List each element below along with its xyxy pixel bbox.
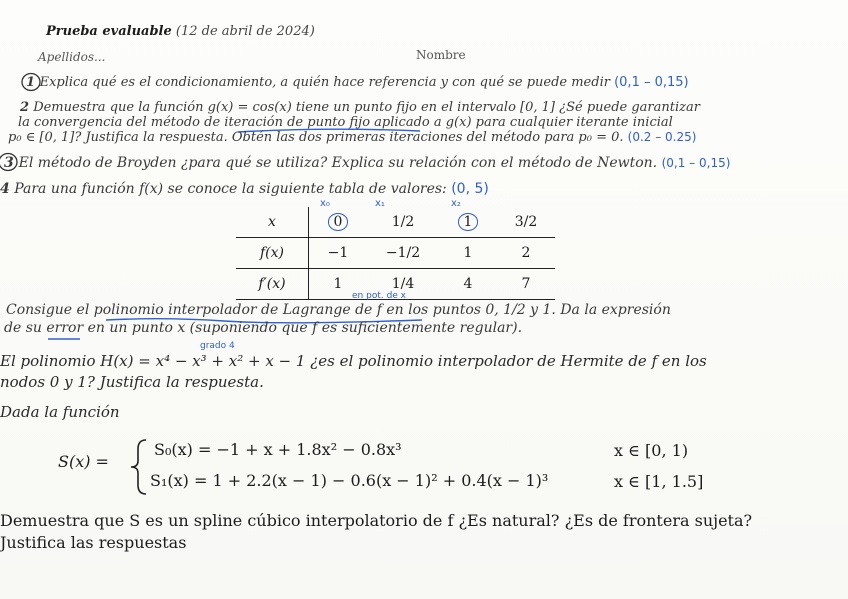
- table-header-cell: 3/2: [497, 207, 555, 238]
- question-4: [0, 181, 489, 197]
- part-c-intro: Dada la función: [0, 403, 120, 421]
- hand-circle-icon: [0, 152, 20, 174]
- table-cell: 1/4: [367, 269, 439, 300]
- part-a-line-2: de su error en un punto x (suponiendo que f es suficientemente regular).: [4, 320, 523, 336]
- spline-domain-0: x ∈ [0, 1): [614, 441, 689, 460]
- exam-title: Prueba evaluable: [46, 24, 172, 39]
- underline-mark: [46, 335, 82, 343]
- spline-piece-0: S₀(x) = −1 + x + 1.8x² − 0.8x³: [154, 440, 402, 459]
- table-cell: f′(x): [236, 269, 309, 300]
- question-2-line-2: la convergencia del método de iteración de punto fijo aplicado a g(x) para cualquier iterante inicial: [18, 115, 673, 130]
- surname-label: Apellidos...: [38, 50, 106, 64]
- question-2-text-1: Demuestra que la función g(x) = cos(x) tiene un punto fijo en el intervalo [0, 1] ¿Sé puede garantizar: [33, 100, 700, 115]
- question-4-text: Para una función f(x) se conoce la siguiente tabla de valores:: [14, 181, 447, 197]
- question-2-number: 2: [20, 100, 30, 115]
- question-2-line-1: [20, 100, 700, 115]
- brace-icon: [128, 437, 150, 497]
- values-table: [236, 207, 555, 300]
- table-cell: 2: [497, 238, 555, 269]
- question-2-text-3: p₀ ∈ [0, 1]? Justifica la respuesta. Obtén las dos primeras iteraciones del método para p₀ = 0.: [8, 130, 624, 145]
- spline-domain-1: x ∈ [1, 1.5]: [614, 472, 704, 491]
- grade-note: grado 4: [200, 341, 235, 351]
- question-1-note: (0,1 – 0,15): [614, 75, 689, 90]
- question-2-note: (0.2 – 0.25): [627, 130, 697, 144]
- hand-circle-icon: [21, 72, 43, 94]
- question-4-note: (0, 5): [451, 181, 489, 197]
- table-cell: −1/2: [367, 238, 439, 269]
- table-cell: −1: [309, 238, 368, 269]
- table-cell: 7: [497, 269, 555, 300]
- table-cell: 1: [309, 269, 368, 300]
- col-mark-2: x₂: [451, 198, 461, 209]
- table-cell: 4: [439, 269, 497, 300]
- name-label: Nombre: [416, 48, 466, 62]
- table-header-row: [236, 207, 555, 238]
- table-header-cell: x: [236, 207, 309, 238]
- question-2-line-3: [8, 130, 696, 145]
- part-c-line-2: Justifica las respuestas: [0, 533, 187, 552]
- question-1: [26, 75, 689, 90]
- exam-header: [46, 24, 315, 39]
- spline-piece-1: S₁(x) = 1 + 2.2(x − 1) − 0.6(x − 1)² + 0.4(x − 1)³: [150, 471, 549, 490]
- part-b-line-2: nodos 0 y 1? Justifica la respuesta.: [0, 373, 264, 391]
- question-3-number: 3: [4, 155, 19, 171]
- col-mark-0: x₀: [320, 198, 330, 209]
- exam-date: (12 de abril de 2024): [175, 24, 315, 39]
- part-b-line-1: El polinomio H(x) = x⁴ − x³ + x² + x − 1 ¿es el polinomio interpolador de Hermite de f en los: [0, 352, 707, 370]
- question-4-number: 4: [0, 181, 10, 197]
- col-mark-1: x₁: [375, 198, 385, 209]
- question-3-note: (0,1 – 0,15): [661, 156, 731, 170]
- table-cell: f(x): [236, 238, 309, 269]
- question-1-text: Explica qué es el condicionamiento, a quién hace referencia y con qué se puede medir: [39, 75, 610, 90]
- under-note: en pot. de x: [352, 291, 407, 301]
- part-c-line-1: Demuestra que S es un spline cúbico interpolatorio de f ¿Es natural? ¿Es de frontera sujeta?: [0, 511, 753, 530]
- question-3-text: El método de Broyden ¿para qué se utiliza? Explica su relación con el método de Newton.: [18, 155, 658, 171]
- part-a-line-1: Consigue el polinomio interpolador de Lagrange de f en los puntos 0, 1/2 y 1. Da la expresión: [6, 302, 671, 318]
- table-header-cell: 0: [309, 207, 368, 238]
- table-header-cell: 1/2: [367, 207, 439, 238]
- table-header-cell: 1: [439, 207, 497, 238]
- spline-lhs: S(x) =: [58, 452, 109, 471]
- question-1-number: 1: [26, 75, 40, 90]
- table-row: [236, 238, 555, 269]
- table-cell: 1: [439, 238, 497, 269]
- question-3: [4, 155, 730, 171]
